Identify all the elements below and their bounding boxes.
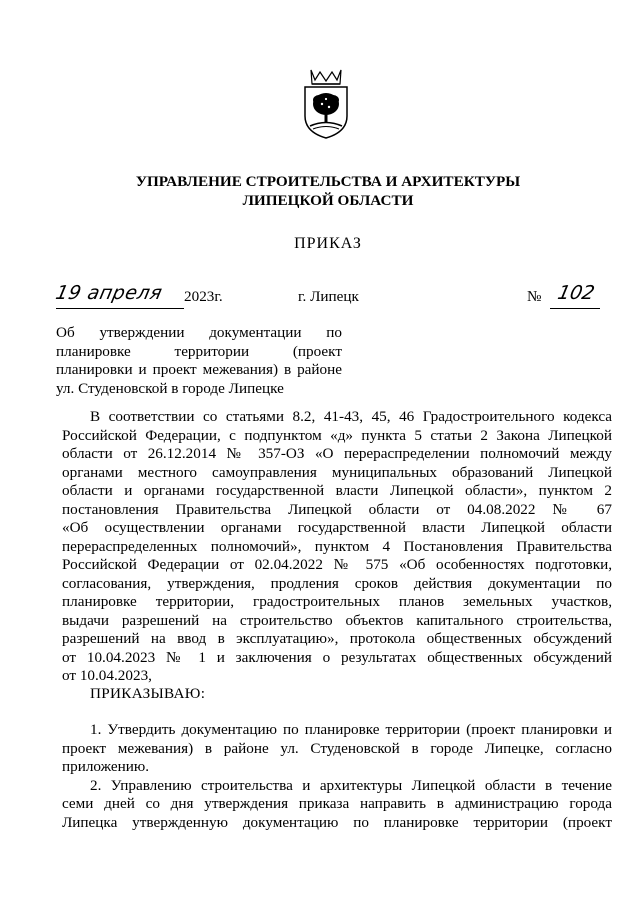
coat-of-arms-icon [297,66,355,140]
organization-name-line1: УПРАВЛЕНИЕ СТРОИТЕЛЬСТВА И АРХИТЕКТУРЫ [135,173,521,190]
preamble-line: от 10.04.2023 № 1 и заключения о результатах общественных обсуждений [62,648,612,666]
preamble-line: согласования, утверждения, продления сроков действия документации по [62,574,612,592]
preamble-line: планировке территории, градостроительных планов земельных участков, [62,593,612,610]
subject-line: Об утверждении документации по [56,324,342,341]
preamble-line: разрешений на ввод в эксплуатацию», протокола общественных обсуждений [62,630,612,647]
item-1-line: приложению. [62,758,150,775]
organization-name-line2: ЛИПЕЦКОЙ ОБЛАСТИ [242,192,414,209]
document-type-title: ПРИКАЗ [294,235,362,252]
order-subject [56,324,342,399]
preamble-line: перераспределенных полномочий», пунктом 4 Постановления Правительства [62,537,612,555]
date-number-line [53,282,600,316]
preamble-line: В соответствии со статьями 8.2, 41-43, 45, 46 Градостроительного кодекса [90,408,612,425]
number-sign: № [527,288,542,305]
preamble-line: органами местного самоуправления муниципальных образований Липецкой [62,463,612,481]
preamble-line: постановления Правительства Липецкой области от 04.08.2022 № 67 [62,500,612,518]
item-2-line: Липецка утвержденную документацию по планировке территории (проект [62,813,612,831]
preamble-line: Российской Федерации, с подпунктом «д» пункта 5 статьи 2 Закона Липецкой [62,426,612,444]
number-underline [550,308,600,309]
preamble-line: выдачи разрешений на строительство объектов капитального строительства, [62,611,612,629]
preamble-line: области от 26.12.2014 № 357-ОЗ «О перераспределении полномочий между [62,445,612,462]
city-text: г. Липецк [298,288,359,305]
preamble-line: от 10.04.2023, [62,667,152,684]
order-items [62,721,612,832]
preamble-line: «Об осуществлении органами государственной власти Липецкой области [62,519,612,536]
item-2-line: семи дней со дня утверждения приказа направить в администрацию города [62,795,612,812]
item-2-line: 2. Управлению строительства и архитектуры Липецкой области в течение [90,776,612,794]
subject-line: планировки и проект межевания) в районе [56,361,342,379]
item-1-line: проект межевания) в районе ул. Студеновской в городе Липецке, согласно [62,739,612,757]
preamble-line: Российской Федерации от 02.04.2022 № 575 «Об особенностях подготовки, [62,556,612,573]
handwritten-number: 102 [555,282,597,304]
item-1-line: 1. Утвердить документацию по планировке территории (проект планировки и [90,721,612,738]
subject-line: ул. Студеновской в городе Липецке [56,380,284,398]
preamble-paragraph [62,408,612,686]
subject-line: планировке территории (проект [56,342,342,360]
handwritten-date: 19 апреля [53,282,165,304]
preamble-line: области и органами государственной власти Липецкой области», пунктом 2 [62,482,612,499]
order-word: ПРИКАЗЫВАЮ: [90,685,206,702]
date-underline [56,308,184,309]
year-text: 2023г. [184,288,223,305]
